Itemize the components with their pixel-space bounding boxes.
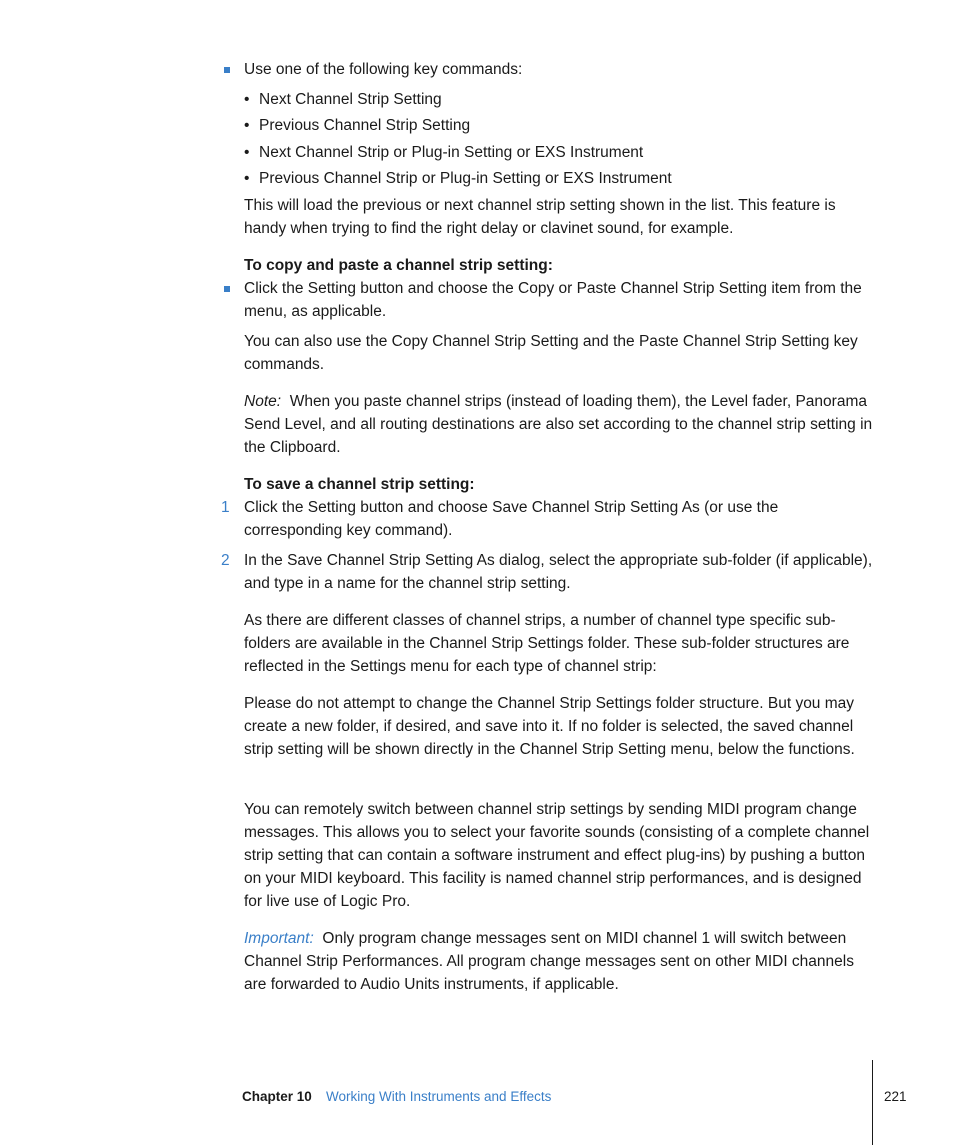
key-command-label: Previous Channel Strip Setting: [259, 117, 471, 134]
square-bullet-icon: [224, 286, 230, 292]
paragraph: This will load the previous or next channel strip setting shown in the list. This feature is handy when trying to find the right delay or clavinet sound, for example.: [244, 197, 836, 237]
paragraph: You can remotely switch between channel strip settings by sending MIDI program change messages. This allows you to select your favorite sounds (consisting of a complete channel strip setting that can contain a software instrument and effect plug-ins) by pushing a button on your MIDI keyboard. This facility is named channel strip performances, and is designed for live use of Logic Pro.: [244, 801, 870, 910]
list-item: Click the Setting button and choose the Copy or Paste Channel Strip Setting item from the menu, as applicable.: [244, 280, 862, 320]
list-item: Use one of the following key commands:: [244, 61, 523, 78]
list-item: [244, 88, 442, 111]
key-command-label: Previous Channel Strip or Plug-in Setting or EXS Instrument: [259, 170, 672, 187]
bullet-icon: •: [244, 91, 250, 108]
list-item: [244, 141, 643, 164]
bullet-icon: •: [244, 170, 250, 187]
step-number: 1: [221, 499, 230, 516]
list-item: [244, 167, 672, 190]
note-label: Note:: [244, 393, 282, 410]
key-command-label: Next Channel Strip or Plug-in Setting or EXS Instrument: [259, 144, 644, 161]
section-heading: To save a channel strip setting:: [244, 476, 475, 493]
square-bullet-icon: [224, 67, 230, 73]
note-text: When you paste channel strips (instead of loading them), the Level fader, Panorama Send Level, and all routing destinations are also set according to the channel strip setting in the Clipboard.: [244, 393, 873, 456]
page-number: 221: [884, 1089, 907, 1104]
important-text: Only program change messages sent on MIDI channel 1 will switch between Channel Strip Performances. All program change messages sent on other MIDI channels are forwarded to Audio Units instruments, if applicable.: [244, 930, 854, 993]
section-heading: To copy and paste a channel strip setting:: [244, 257, 553, 274]
footer-chapter-title: Working With Instruments and Effects: [326, 1089, 552, 1104]
paragraph: As there are different classes of channel strips, a number of channel type specific sub-folders are available in the Channel Strip Settings folder. These sub-folder structures are reflected in the Settings menu for each type of channel strip:: [244, 612, 850, 675]
step-number: 2: [221, 552, 230, 569]
bullet-icon: •: [244, 144, 250, 161]
paragraph: You can also use the Copy Channel Strip Setting and the Paste Channel Strip Setting key commands.: [244, 333, 858, 373]
step-text: Click the Setting button and choose Save Channel Strip Setting As (or use the corresponding key command).: [244, 499, 779, 539]
paragraph: Please do not attempt to change the Channel Strip Settings folder structure. But you may create a new folder, if desired, and save into it. If no folder is selected, the saved channel strip setting will be shown directly in the Channel Strip Setting menu, below the functions.: [244, 695, 855, 758]
important-paragraph: [244, 927, 874, 996]
note-paragraph: [244, 390, 874, 459]
step-text: In the Save Channel Strip Setting As dialog, select the appropriate sub-folder (if applicable), and type in a name for the channel strip setting.: [244, 552, 873, 592]
footer-chapter: Chapter 10: [242, 1089, 312, 1104]
list-item: [244, 114, 470, 137]
bullet-icon: •: [244, 117, 250, 134]
key-command-label: Next Channel Strip Setting: [259, 91, 442, 108]
footer-divider: [872, 1060, 873, 1145]
important-label: Important:: [244, 930, 314, 947]
